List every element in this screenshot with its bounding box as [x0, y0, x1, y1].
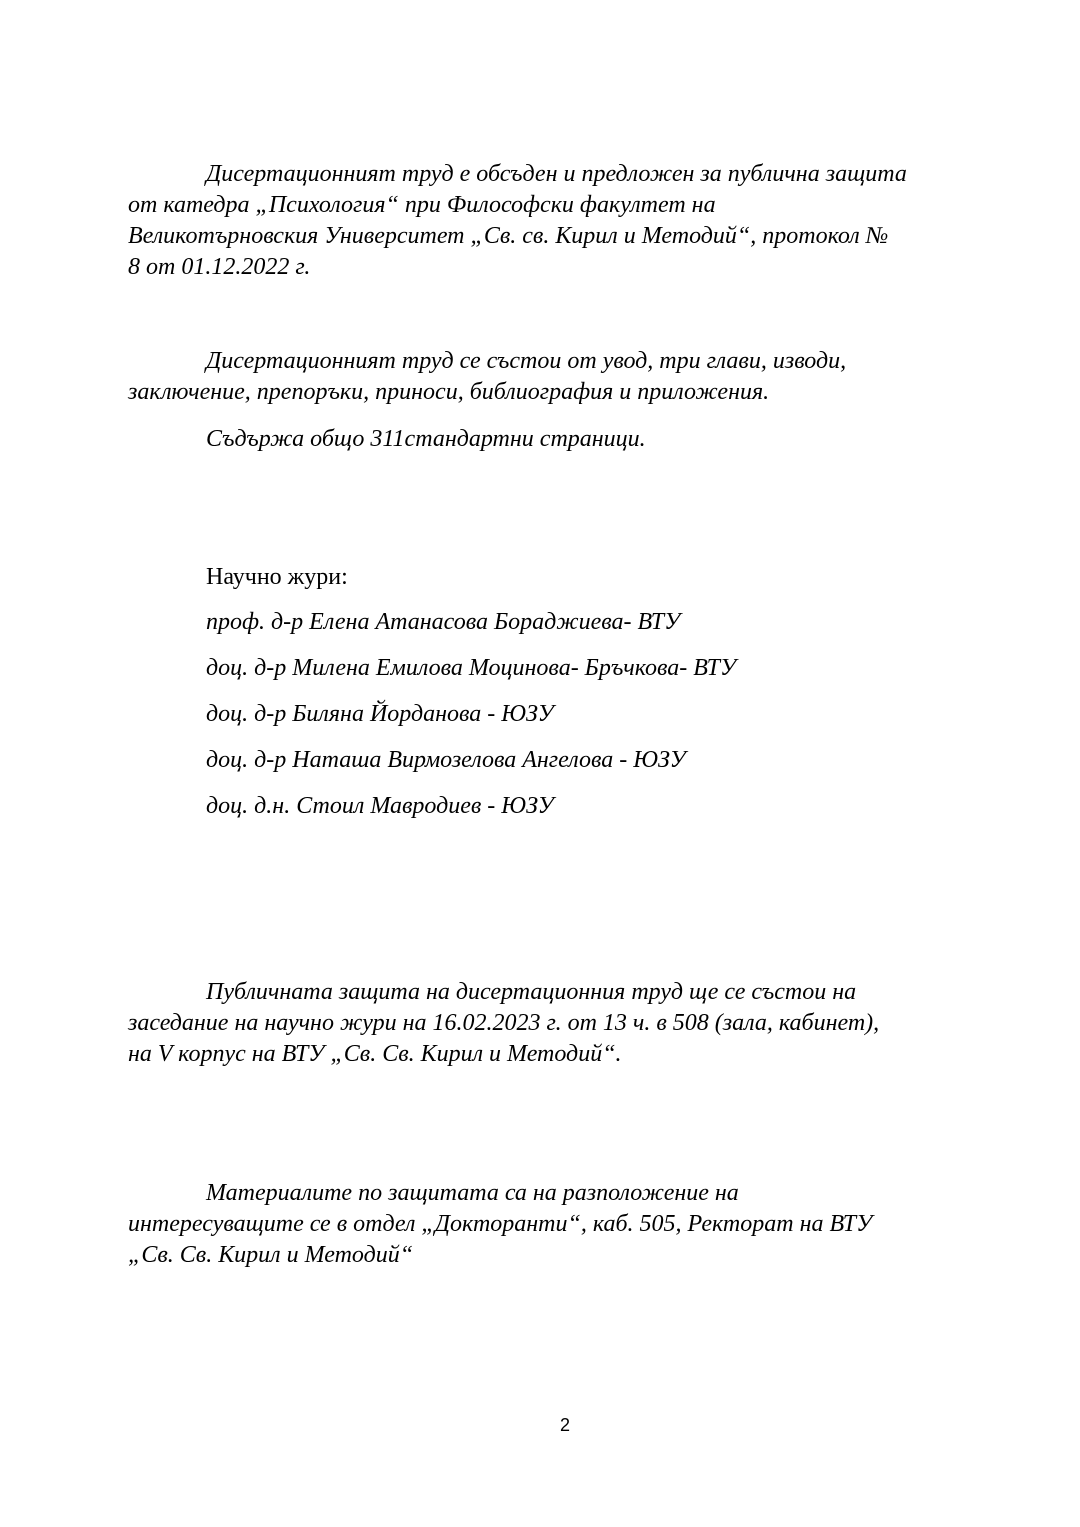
page-number: 2	[559, 1415, 570, 1435]
materials-line-1: Материалите по защитата са на разположение на	[206, 1180, 739, 1206]
approval-line-2: от катедра „Психология“ при Философски факултет на	[128, 192, 716, 218]
materials-line-3: „Св. Св. Кирил и Методий“	[128, 1242, 414, 1268]
jury-member: доц. д-р Милена Емилова Моцинова- Бръчкова- ВТУ	[206, 655, 737, 681]
materials-paragraph	[128, 1178, 958, 1271]
defense-line-1: Публичната защита на дисертационния труд ще се състои на	[206, 979, 857, 1005]
approval-line-3: Великотърновския Университет „Св. св. Кирил и Методий“, протокол №	[128, 223, 889, 249]
defense-paragraph	[128, 977, 958, 1070]
approval-line-4: 8 от 01.12.2022 г.	[128, 254, 311, 280]
defense-line-3: на V корпус на ВТУ „Св. Св. Кирил и Методий“.	[128, 1041, 622, 1067]
approval-line-1: Дисертационният труд е обсъден и предложен за публична защита	[206, 161, 907, 187]
structure-line-1: Дисертационният труд се състои от увод, три глави, изводи,	[206, 348, 847, 374]
structure-paragraph	[128, 346, 958, 408]
pages-note: Съдържа общо 311стандартни страници.	[206, 426, 646, 452]
structure-line-2: заключение, препоръки, приноси, библиография и приложения.	[128, 379, 770, 405]
defense-line-2: заседание на научно жури на 16.02.2023 г. от 13 ч. в 508 (зала, кабинет),	[128, 1010, 880, 1036]
materials-line-2: интересуващите се в отдел „Докторанти“, каб. 505, Ректорат на ВТУ	[128, 1211, 873, 1237]
jury-member: проф. д-р Елена Атанасова Бораджиева- ВТУ	[206, 609, 681, 635]
approval-paragraph	[128, 159, 958, 283]
jury-member: доц. д.н. Стоил Мавродиев - ЮЗУ	[206, 793, 554, 819]
jury-heading: Научно жури:	[206, 564, 348, 590]
jury-member: доц. д-р Наташа Вирмозелова Ангелова - ЮЗУ	[206, 747, 686, 773]
jury-member: доц. д-р Биляна Йорданова - ЮЗУ	[206, 701, 554, 727]
